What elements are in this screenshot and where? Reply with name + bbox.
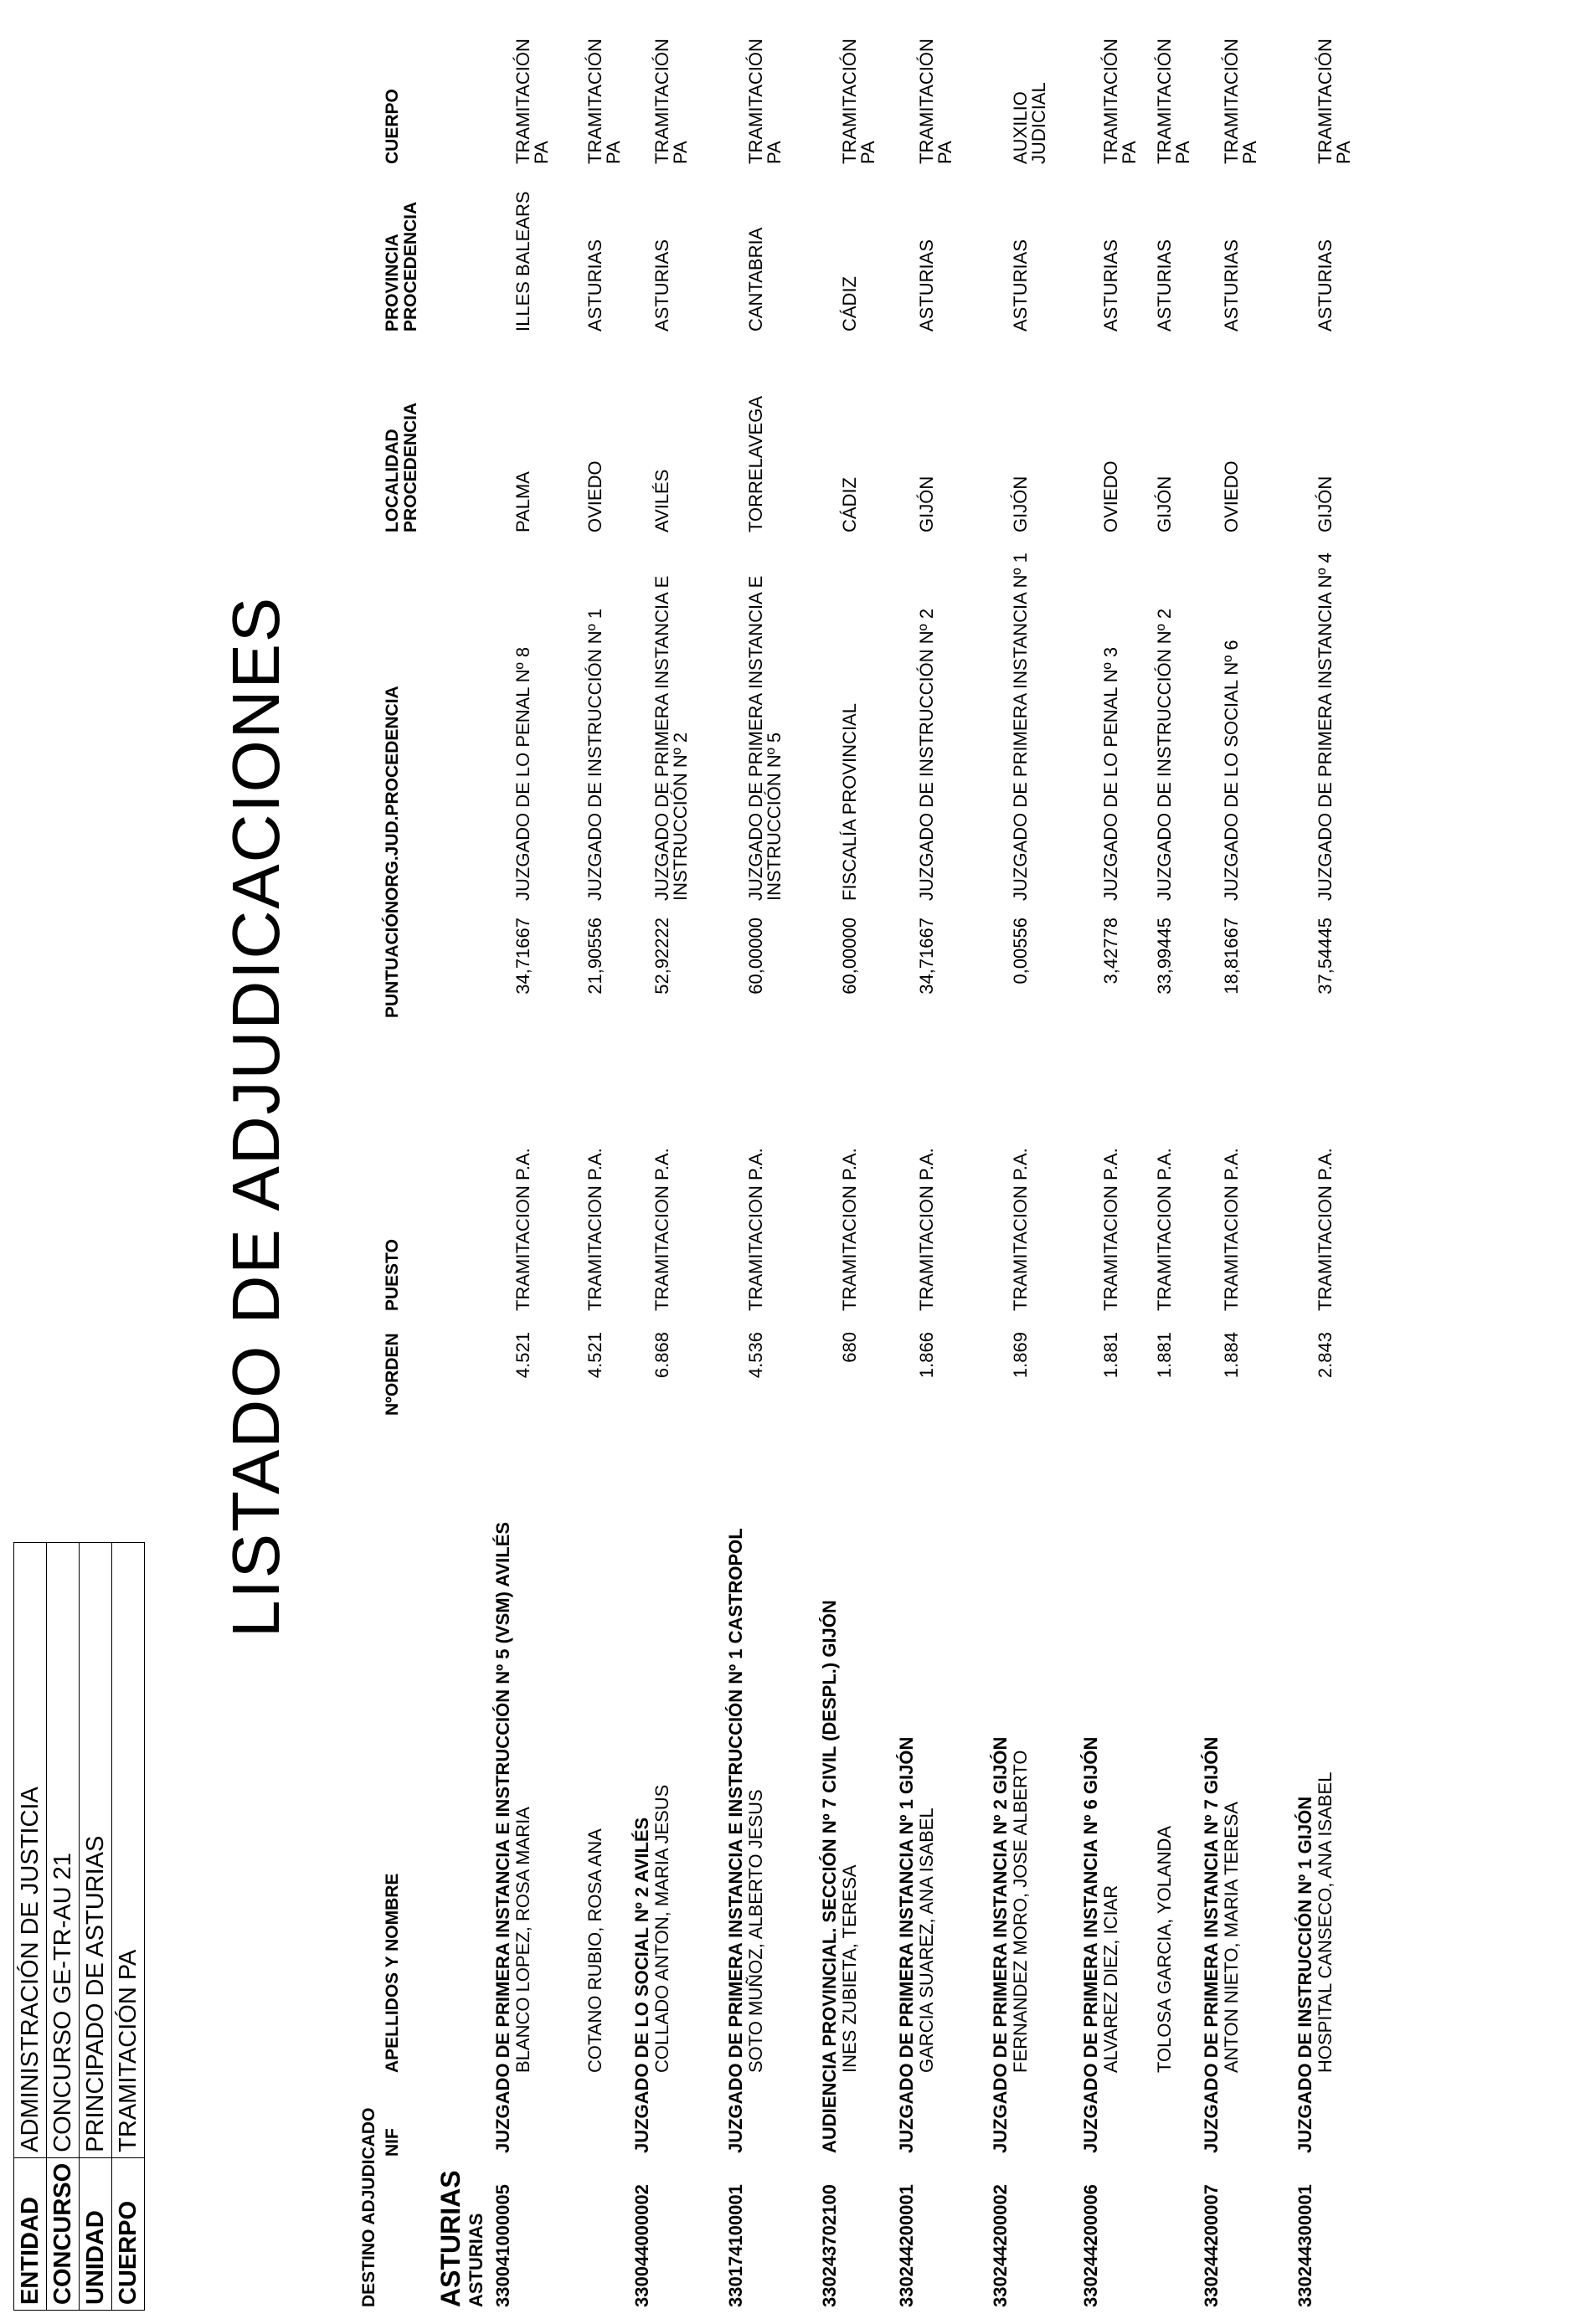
- cell-orden: 1.866: [916, 1332, 937, 1379]
- destino-code: 330244200006: [1080, 2184, 1101, 2307]
- cell-puntuacion: 21,90556: [584, 918, 605, 995]
- meta-key: CONCURSO: [47, 2157, 80, 2310]
- cell-puntuacion: 18,81667: [1221, 918, 1242, 995]
- meta-row: [14, 1542, 47, 2310]
- cell-org: FISCALÍA PROVINCIAL: [839, 703, 860, 901]
- cell-provincia: ASTURIAS: [651, 239, 672, 332]
- cell-puntuacion: 34,71667: [512, 918, 533, 995]
- cell-cuerpo: TRAMITACIÓN PA: [512, 39, 552, 164]
- cell-provincia: ASTURIAS: [916, 239, 937, 332]
- cell-orden: 4.536: [745, 1332, 766, 1379]
- cell-cuerpo: TRAMITACIÓN PA: [651, 39, 691, 164]
- cell-cuerpo: TRAMITACIÓN PA: [584, 39, 624, 164]
- cell-nombre: COLLADO ANTON, MARIA JESUS: [651, 1784, 672, 2073]
- cell-org: JUZGADO DE PRIMERA INSTANCIA E INSTRUCCIÓN Nº 2: [651, 575, 691, 901]
- cell-nombre: ALVAREZ DIEZ, ICIAR: [1100, 1884, 1121, 2073]
- cell-nombre: COTANO RUBIO, ROSA ANA: [584, 1828, 605, 2073]
- cell-provincia: ASTURIAS: [1154, 239, 1175, 332]
- destino-code: 330244200001: [896, 2184, 917, 2307]
- cell-orden: 1.884: [1221, 1332, 1242, 1379]
- cell-cuerpo: TRAMITACIÓN PA: [745, 39, 785, 164]
- destino-code: 330044000002: [631, 2184, 652, 2307]
- cell-puntuacion: 34,71667: [916, 918, 937, 995]
- cell-nombre: HOSPITAL CANSECO, ANA ISABEL: [1315, 1771, 1336, 2073]
- cell-cuerpo: TRAMITACIÓN PA: [1315, 39, 1354, 164]
- header-apellidos: APELLIDOS Y NOMBRE: [383, 1873, 402, 2073]
- cell-puesto: TRAMITACION P.A.: [584, 1148, 605, 1311]
- meta-row: [47, 1542, 80, 2310]
- cell-puesto: TRAMITACION P.A.: [1100, 1148, 1121, 1311]
- cell-puesto: TRAMITACION P.A.: [745, 1148, 766, 1311]
- cell-localidad: CÁDIZ: [839, 477, 860, 532]
- cell-puntuacion: 60,00000: [745, 918, 766, 995]
- meta-value: CONCURSO GE-TR-AU 21: [47, 1542, 80, 2157]
- destino-name: JUZGADO DE PRIMERA INSTANCIA Nº 1 GIJÓN: [896, 1736, 917, 2153]
- destino-code: 330243702100: [819, 2184, 840, 2307]
- cell-localidad: GIJÓN: [1154, 476, 1175, 532]
- destino-code: 330041000005: [492, 2184, 513, 2307]
- cell-org: JUZGADO DE INSTRUCCIÓN Nº 2: [1154, 608, 1175, 901]
- cell-localidad: OVIEDO: [584, 460, 605, 532]
- meta-key: CUERPO: [112, 2157, 145, 2310]
- cell-nombre: BLANCO LOPEZ, ROSA MARIA: [512, 1807, 533, 2073]
- destino-name: AUDIENCIA PROVINCIAL. SECCIÓN Nº 7 CIVIL (DESPL.) GIJÓN: [819, 1600, 840, 2153]
- cell-orden: 1.881: [1100, 1332, 1121, 1379]
- cell-orden: 1.881: [1154, 1332, 1175, 1379]
- cell-puesto: TRAMITACION P.A.: [916, 1148, 937, 1311]
- cell-puntuacion: 37,54445: [1315, 918, 1336, 995]
- cell-orden: 2.843: [1315, 1332, 1336, 1379]
- cell-puesto: TRAMITACION P.A.: [512, 1148, 533, 1311]
- cell-org: JUZGADO DE PRIMERA INSTANCIA E INSTRUCCIÓN Nº 5: [745, 575, 785, 901]
- cell-cuerpo: AUXILIO JUDICIAL: [1010, 82, 1049, 164]
- destino-code: 330174100001: [725, 2184, 746, 2307]
- cell-provincia: CÁDIZ: [839, 276, 860, 332]
- cell-localidad: PALMA: [512, 471, 533, 532]
- meta-value: TRAMITACIÓN PA: [112, 1542, 145, 2157]
- header-orgjud: ORG.JUD.PROCEDENCIA: [383, 686, 402, 901]
- cell-orden: 4.521: [512, 1332, 533, 1379]
- cell-localidad: GIJÓN: [916, 476, 937, 532]
- destino-name: JUZGADO DE INSTRUCCIÓN Nº 1 GIJÓN: [1294, 1796, 1315, 2153]
- meta-value: ADMINISTRACIÓN DE JUSTICIA: [14, 1542, 47, 2157]
- cell-orden: 6.868: [651, 1332, 672, 1379]
- cell-localidad: GIJÓN: [1315, 476, 1336, 532]
- header-nif: NIF: [383, 2128, 402, 2157]
- cell-cuerpo: TRAMITACIÓN PA: [1221, 39, 1260, 164]
- cell-org: JUZGADO DE LO PENAL Nº 8: [512, 646, 533, 901]
- cell-puesto: TRAMITACION P.A.: [839, 1148, 860, 1311]
- cell-orden: 1.869: [1010, 1332, 1031, 1379]
- cell-nombre: ANTON NIETO, MARIA TERESA: [1221, 1802, 1242, 2073]
- cell-puntuacion: 0,00556: [1010, 918, 1031, 985]
- destino-code: 330244200002: [990, 2184, 1011, 2307]
- cell-nombre: GARCIA SUAREZ, ANA ISABEL: [916, 1807, 937, 2073]
- meta-key: ENTIDAD: [14, 2157, 47, 2310]
- cell-puesto: TRAMITACION P.A.: [1010, 1148, 1031, 1311]
- header-cuerpo: CUERPO: [383, 89, 402, 164]
- destino-name: JUZGADO DE PRIMERA INSTANCIA Nº 6 GIJÓN: [1080, 1736, 1101, 2153]
- cell-provincia: ASTURIAS: [1010, 239, 1031, 332]
- cell-localidad: GIJÓN: [1010, 476, 1031, 532]
- cell-cuerpo: TRAMITACIÓN PA: [1154, 39, 1193, 164]
- cell-org: JUZGADO DE LO SOCIAL Nº 6: [1221, 640, 1242, 901]
- cell-localidad: AVILÉS: [651, 469, 672, 532]
- cell-org: JUZGADO DE LO PENAL Nº 3: [1100, 646, 1121, 901]
- destino-code: 330244300001: [1294, 2184, 1315, 2307]
- cell-cuerpo: TRAMITACIÓN PA: [839, 39, 878, 164]
- cell-provincia: ASTURIAS: [584, 239, 605, 332]
- header-norden: NºORDEN: [383, 1333, 402, 1416]
- cell-org: JUZGADO DE PRIMERA INSTANCIA Nº 1: [1010, 553, 1031, 901]
- cell-provincia: ASTURIAS: [1315, 239, 1336, 332]
- destino-name: JUZGADO DE PRIMERA INSTANCIA Nº 7 GIJÓN: [1201, 1736, 1222, 2153]
- cell-nombre: INES ZUBIETA, TERESA: [839, 1864, 860, 2073]
- cell-nombre: SOTO MUÑOZ, ALBERTO JESUS: [745, 1789, 766, 2073]
- meta-row: [80, 1542, 112, 2310]
- cell-provincia: ASTURIAS: [1221, 239, 1242, 332]
- page-title: LISTADO DE ADJUDICACIONES: [219, 595, 293, 1638]
- header-puntuacion: PUNTUACIÓN: [383, 901, 402, 1018]
- cell-org: JUZGADO DE INSTRUCCIÓN Nº 1: [584, 608, 605, 901]
- cell-provincia: CANTABRIA: [745, 227, 766, 332]
- cell-puntuacion: 60,00000: [839, 918, 860, 995]
- destino-name: JUZGADO DE PRIMERA INSTANCIA E INSTRUCCIÓN Nº 5 (VSM) AVILÉS: [492, 1521, 513, 2153]
- destino-name: JUZGADO DE LO SOCIAL Nº 2 AVILÉS: [631, 1817, 652, 2153]
- header-destino: DESTINO ADJUDICADO: [359, 2107, 378, 2307]
- header-info-table: [13, 1542, 145, 2311]
- cell-localidad: OVIEDO: [1221, 460, 1242, 532]
- destino-name: JUZGADO DE PRIMERA INSTANCIA E INSTRUCCIÓN Nº 1 CASTROPOL: [725, 1528, 746, 2153]
- cell-nombre: TOLOSA GARCIA, YOLANDA: [1154, 1825, 1175, 2073]
- cell-puesto: TRAMITACION P.A.: [1221, 1148, 1242, 1311]
- cell-cuerpo: TRAMITACIÓN PA: [916, 39, 955, 164]
- cell-localidad: TORRELAVEGA: [745, 395, 766, 532]
- cell-puntuacion: 3,42778: [1100, 918, 1121, 985]
- cell-puesto: TRAMITACION P.A.: [1154, 1148, 1175, 1311]
- provincia-subheading: ASTURIAS: [466, 2213, 486, 2307]
- meta-value: PRINCIPADO DE ASTURIAS: [80, 1542, 112, 2157]
- destino-code: 330244200007: [1201, 2184, 1222, 2307]
- cell-puesto: TRAMITACION P.A.: [1315, 1148, 1336, 1311]
- header-puesto: PUESTO: [383, 1239, 402, 1311]
- cell-localidad: OVIEDO: [1100, 460, 1121, 532]
- header-provincia: PROVINCIA PROCEDENCIA: [383, 201, 420, 332]
- cell-orden: 680: [839, 1332, 860, 1363]
- meta-row: [112, 1542, 145, 2310]
- header-localidad: LOCALIDAD PROCEDENCIA: [383, 402, 420, 532]
- cell-org: JUZGADO DE PRIMERA INSTANCIA Nº 4: [1315, 553, 1336, 901]
- destino-name: JUZGADO DE PRIMERA INSTANCIA Nº 2 GIJÓN: [990, 1736, 1011, 2153]
- cell-nombre: FERNANDEZ MORO, JOSE ALBERTO: [1010, 1750, 1031, 2073]
- cell-provincia: ILLES BALEARS: [512, 191, 533, 332]
- cell-puntuacion: 33,99445: [1154, 918, 1175, 995]
- cell-cuerpo: TRAMITACIÓN PA: [1100, 39, 1140, 164]
- provincia-heading: ASTURIAS: [435, 2170, 466, 2307]
- cell-provincia: ASTURIAS: [1100, 239, 1121, 332]
- cell-orden: 4.521: [584, 1332, 605, 1379]
- cell-puesto: TRAMITACION P.A.: [651, 1148, 672, 1311]
- cell-puntuacion: 52,92222: [651, 918, 672, 995]
- cell-org: JUZGADO DE INSTRUCCIÓN Nº 2: [916, 608, 937, 901]
- meta-key: UNIDAD: [80, 2157, 112, 2310]
